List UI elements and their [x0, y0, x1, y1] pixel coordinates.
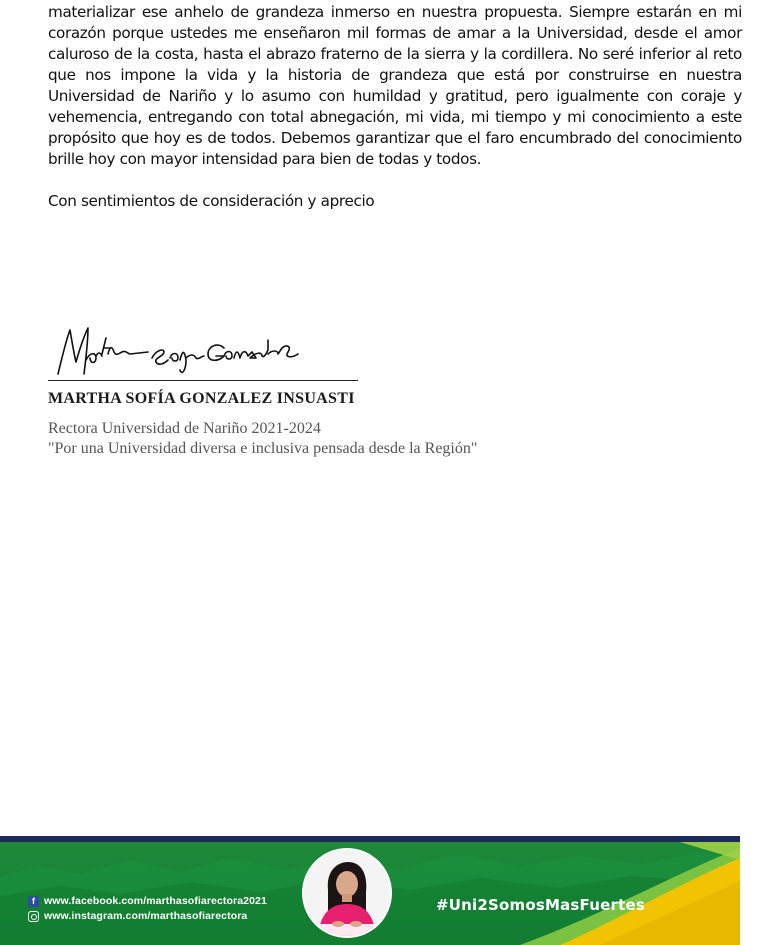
letter-body: materializar ese anhelo de grandeza inmerso en nuestra propuesta. Siempre estarán en mi corazón porque ustedes me enseñaron mil formas de amar a la Universidad, desde el amor caluroso de la costa, hasta el abrazo fraterno de la sierra y la cordillera. No seré inferior al reto que nos impone la vida y la historia de grandeza que está por construirse en nuestra Universidad de Nariño y lo asumo con humildad y gratitud, pero igualmente con coraje y vehemencia, entregando con total abnegación, mi vida, mi tiempo y mi conocimiento a este propósito que hoy es de todos. Debemos garantizar que el faro encumbrado del conocimiento brille hoy con mayor intensidad para bien de todas y todos.	[48, 3, 742, 168]
instagram-icon	[28, 911, 39, 922]
facebook-icon: f	[28, 896, 39, 907]
signer-role: Rectora Universidad de Nariño 2021-2024	[48, 420, 321, 437]
campaign-hashtag: #Uni2SomosMasFuertes	[436, 896, 645, 914]
instagram-link[interactable]	[28, 910, 247, 922]
portrait-photo	[304, 850, 390, 936]
portrait-illustration	[304, 850, 390, 936]
facebook-link[interactable]	[28, 895, 267, 907]
handwritten-signature	[52, 318, 322, 380]
instagram-url: www.instagram.com/marthasofiarectora	[44, 910, 248, 922]
signature-line	[48, 380, 358, 381]
signer-name: MARTHA SOFÍA GONZALEZ INSUASTI	[48, 390, 355, 407]
facebook-url: www.facebook.com/marthasofiarectora2021	[44, 895, 267, 907]
signer-slogan: "Por una Universidad diversa e inclusiva pensada desde la Región"	[48, 440, 478, 457]
closing-line: Con sentimientos de consideración y aprecio	[48, 192, 375, 210]
